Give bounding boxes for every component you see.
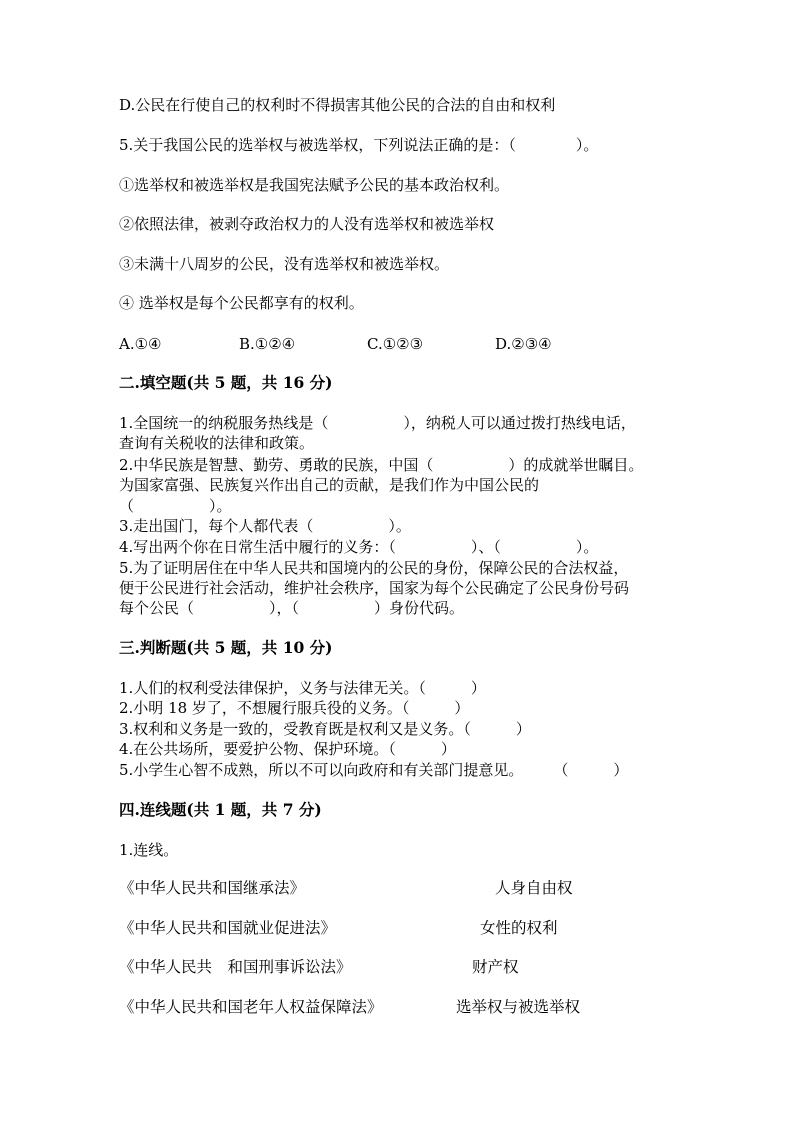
match-left-3[interactable]: 《中华人民共 和国刑事诉讼法》 xyxy=(119,958,352,976)
match-right-2[interactable]: 女性的权利 xyxy=(480,919,558,937)
q5-item-2: ②依照法律，被剥夺政治权力的人没有选举权和被选举权 xyxy=(119,215,495,233)
q5-stem: 5.关于我国公民的选举权与被选举权，下列说法正确的是：（ ）。 xyxy=(119,136,599,154)
q5-item-3: ③未满十八周岁的公民，没有选举权和被选举权。 xyxy=(119,255,450,273)
section-3-heading: 三.判断题(共 5 题，共 10 分) xyxy=(119,638,333,657)
judge-line-3: 3.权利和义务是一致的，受教育既是权利又是义务。（ ） xyxy=(119,720,531,738)
fill-line-6: 3.走出国门，每个人都代表（ ）。 xyxy=(119,517,411,535)
match-right-4[interactable]: 选举权与被选举权 xyxy=(456,998,581,1016)
judge-line-1: 1.人们的权利受法律保护，义务与法律无关。（ ） xyxy=(119,679,486,697)
q5-item-4: ④ 选举权是每个公民都享有的权利。 xyxy=(119,294,364,312)
q5-item-1: ①选举权和被选举权是我国宪法赋予公民的基本政治权利。 xyxy=(119,176,510,194)
judge-line-5: 5.小学生心智不成熟，所以不可以向政府和有关部门提意见。 （ ） xyxy=(119,761,629,779)
q5-option-d[interactable]: D.②③④ xyxy=(495,335,552,353)
match-right-3[interactable]: 财产权 xyxy=(472,958,519,976)
fill-line-1: 1.全国统一的纳税服务热线是（ ），纳税人可以通过拨打热线电话， xyxy=(119,414,636,432)
fill-line-9: 便于公民进行社会活动，维护社会秩序，国家为每个公民确定了公民身份号码 xyxy=(119,579,630,597)
match-right-1[interactable]: 人身自由权 xyxy=(495,879,573,897)
fill-line-2: 查询有关税收的法律和政策。 xyxy=(119,434,315,452)
fill-line-8: 5.为了证明居住在中华人民共和国境内的公民的身份，保障公民的合法权益， xyxy=(119,559,629,577)
match-instruction: 1.连线。 xyxy=(119,841,179,859)
fill-line-5: （ ）。 xyxy=(119,497,232,515)
fill-line-7: 4.写出两个你在日常生活中履行的义务：（ ）、（ ）。 xyxy=(119,538,599,556)
match-left-4[interactable]: 《中华人民共和国老年人权益保障法》 xyxy=(119,998,383,1016)
fill-line-3: 2.中华民族是智慧、勤劳、勇敢的民族，中国（ ）的成就举世瞩目。 xyxy=(119,456,644,474)
section-4-heading: 四.连线题(共 1 题，共 7 分) xyxy=(119,800,322,819)
q4-option-d: D.公民在行使自己的权利时不得损害其他公民的合法的自由和权利 xyxy=(119,96,556,114)
judge-line-2: 2.小明 18 岁了，不想履行服兵役的义务。（ ） xyxy=(119,699,470,717)
q5-option-b[interactable]: B.①②④ xyxy=(239,335,296,353)
match-left-2[interactable]: 《中华人民共和国就业促进法》 xyxy=(119,919,337,937)
match-left-1[interactable]: 《中华人民共和国继承法》 xyxy=(119,879,306,897)
q5-option-a[interactable]: A.①④ xyxy=(119,335,162,353)
fill-line-10: 每个公民（ ），（ ）身份代码。 xyxy=(119,599,465,617)
fill-line-4: 为国家富强、民族复兴作出自己的贡献，是我们作为中国公民的 xyxy=(119,476,540,494)
section-2-heading: 二.填空题(共 5 题，共 16 分) xyxy=(119,373,333,392)
q5-option-c[interactable]: C.①②③ xyxy=(367,335,424,353)
judge-line-4: 4.在公共场所，要爱护公物、保护环境。（ ） xyxy=(119,740,456,758)
